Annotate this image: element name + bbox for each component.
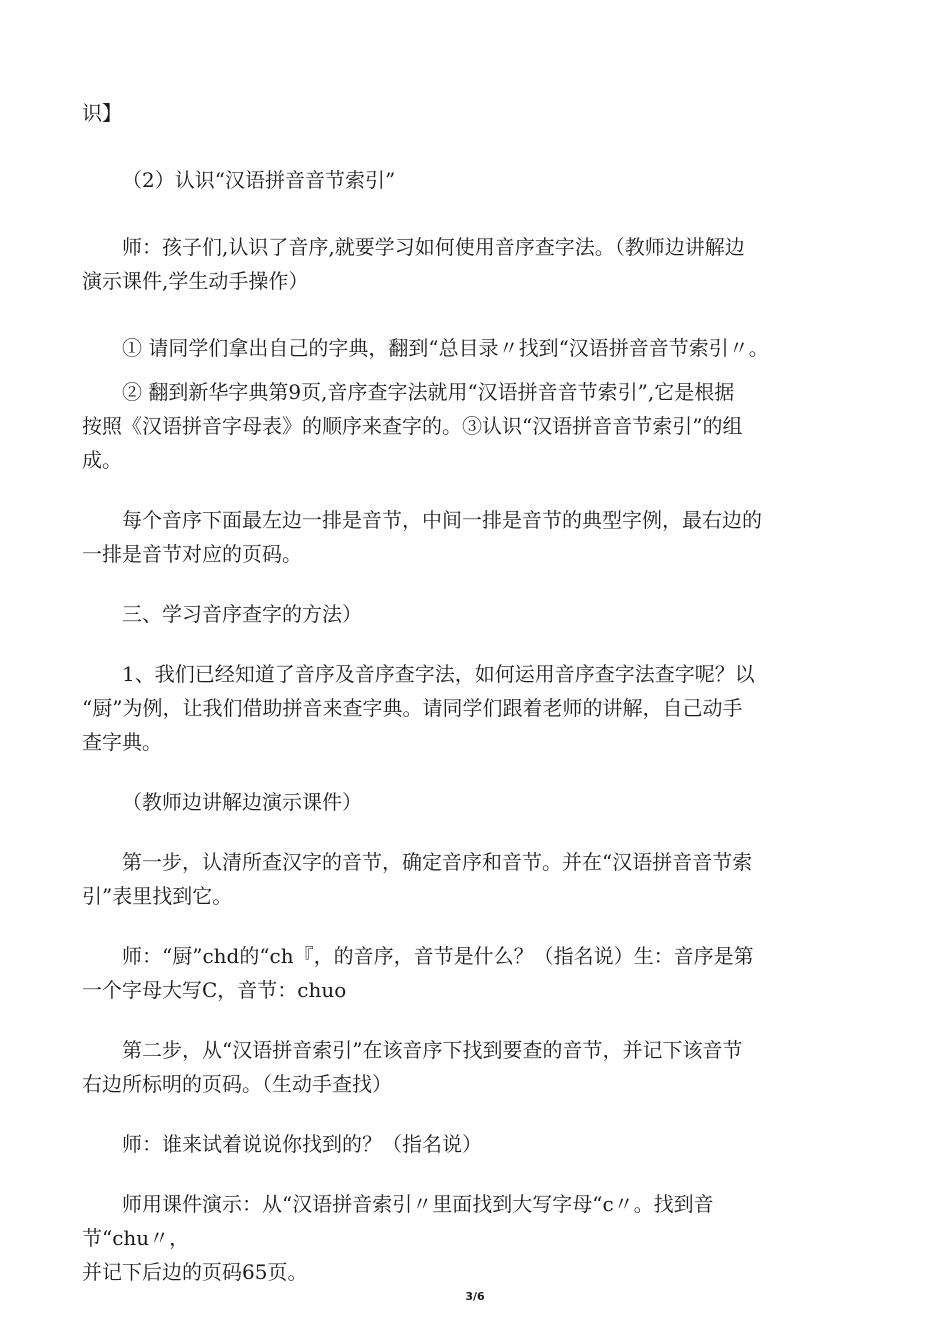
- text-line: 右边所标明的页码。（生动手查找）: [82, 1072, 392, 1096]
- text-line: 成。: [82, 448, 122, 472]
- text-line: 按照《汉语拼音字母表》的顺序来查字的。③认识“汉语拼音音节索引”的组: [82, 414, 743, 438]
- text-line: （2）认识“汉语拼音音节索引”: [122, 168, 396, 192]
- text-line: 一排是音节对应的页码。: [82, 542, 302, 566]
- text-line: 师：孩子们,认识了音序,就要学习如何使用音序查字法。（教师边讲解边: [122, 235, 745, 259]
- text-line: 师用课件演示：从“汉语拼音索引〃里面找到大写字母“c〃。找到音: [122, 1192, 714, 1216]
- paragraph-11: [82, 939, 872, 1007]
- text-line: 师：“厨”chd的“ch『，的音序，音节是什么？（指名说）生：音序是第: [122, 944, 754, 968]
- text-line: 三、学习音序查字的方法）: [122, 602, 362, 626]
- paragraph-3: [82, 230, 872, 298]
- paragraph-2: [82, 163, 872, 197]
- paragraph-4: [82, 331, 872, 365]
- paragraph-13: [82, 1127, 872, 1161]
- text-line: 识】: [82, 101, 122, 125]
- paragraph-12: [82, 1033, 872, 1101]
- text-line: 并记下后边的页码65页。: [82, 1260, 308, 1284]
- text-line: ① 请同学们拿出自己的字典，翻到“总目录〃找到“汉语拼音音节索引〃。: [122, 336, 769, 360]
- paragraph-5: [82, 375, 872, 477]
- text-line: 引”表里找到它。: [82, 884, 233, 908]
- paragraph-6: [82, 503, 872, 571]
- document-body: [82, 96, 872, 1289]
- text-line: 每个音序下面最左边一排是音节，中间一排是音节的典型字例，最右边的: [122, 508, 762, 532]
- text-line: 师：谁来试着说说你找到的？（指名说）: [122, 1132, 482, 1156]
- section-heading: [82, 597, 872, 631]
- text-line: （教师边讲解边演示课件）: [122, 790, 362, 814]
- paragraph-14: [82, 1187, 872, 1289]
- paragraph-9: [82, 785, 872, 819]
- paragraph-8: [82, 657, 872, 759]
- text-line: 演示课件,学生动手操作）: [82, 269, 309, 293]
- paragraph-1: [82, 96, 872, 130]
- text-line: 第一步，认清所查汉字的音节，确定音序和音节。并在“汉语拼音音节索: [122, 850, 753, 874]
- text-line: 一个字母大写C，音节：chuo: [82, 978, 347, 1002]
- text-line: 第二步，从“汉语拼音索引”在该音序下找到要查的音节，并记下该音节: [122, 1038, 743, 1062]
- text-line: 节“chu〃，: [82, 1226, 190, 1250]
- text-line: 1、我们已经知道了音序及音序查字法，如何运用音序查字法查字呢？以: [122, 662, 755, 686]
- page-number: 3/6: [465, 1290, 485, 1303]
- text-line: “厨”为例，让我们借助拼音来查字典。请同学们跟着老师的讲解，自己动手: [82, 696, 743, 720]
- text-line: ② 翻到新华字典第9页,音序查字法就用“汉语拼音音节索引”,它是根据: [122, 380, 735, 404]
- text-line: 查字典。: [82, 730, 162, 754]
- paragraph-10: [82, 845, 872, 913]
